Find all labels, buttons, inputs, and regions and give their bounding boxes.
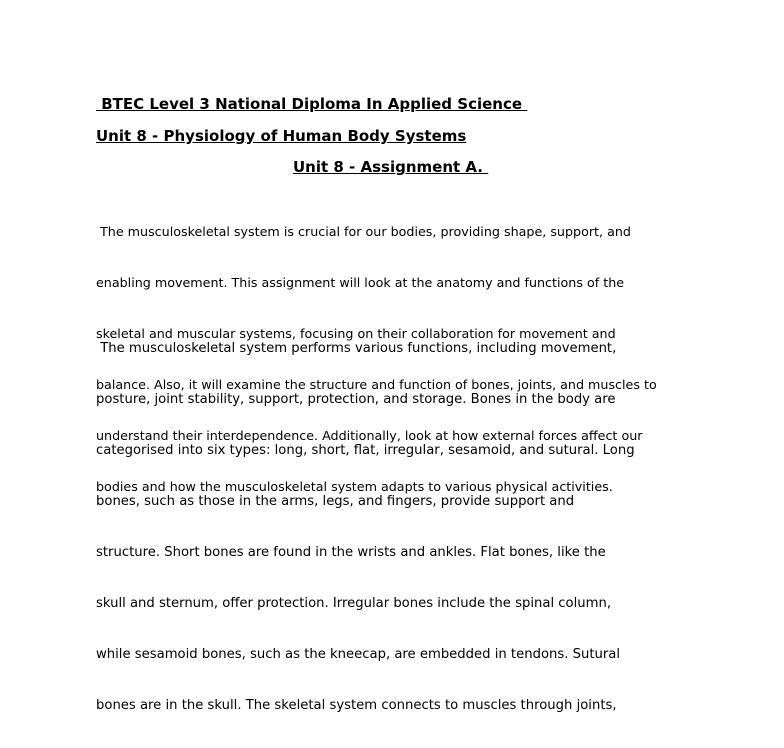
- assignment-title-heading: Unit 8 - Assignment A.: [293, 158, 489, 176]
- paragraph-line: balance. Also, it will examine the structure and function of bones, joints, and muscles to: [96, 377, 657, 392]
- paragraph-line: skeletal and muscular systems, focusing on their collaboration for movement and: [96, 326, 616, 341]
- paragraph-line: understand their interdependence. Additionally, look at how external forces affect our: [96, 428, 643, 443]
- course-title-heading: BTEC Level 3 National Diploma In Applied Science: [96, 95, 528, 113]
- paragraph-line: categorised into six types: long, short, flat, irregular, sesamoid, and sutural. Long: [96, 443, 635, 458]
- paragraph-line: bones, such as those in the arms, legs, and fingers, provide support and: [96, 494, 575, 509]
- paragraph-line: bones are in the skull. The skeletal system connects to muscles through joints,: [96, 698, 617, 713]
- paragraph-line: The musculoskeletal system is crucial for our bodies, providing shape, support, and: [96, 224, 631, 239]
- paragraph-line: posture, joint stability, support, protection, and storage. Bones in the body are: [96, 392, 616, 407]
- paragraph-line: while sesamoid bones, such as the kneecap, are embedded in tendons. Sutural: [96, 647, 621, 662]
- unit-title-heading: Unit 8 - Physiology of Human Body Systems: [96, 127, 467, 145]
- paragraph-line: bodies and how the musculoskeletal system adapts to various physical activities.: [96, 479, 613, 494]
- functions-paragraph: [96, 306, 696, 748]
- paragraph-line: structure. Short bones are found in the wrists and ankles. Flat bones, like the: [96, 545, 606, 560]
- paragraph-line: skull and sternum, offer protection. Irregular bones include the spinal column,: [96, 596, 612, 611]
- paragraph-line: The musculoskeletal system performs various functions, including movement,: [96, 341, 617, 356]
- paragraph-line: enabling movement. This assignment will look at the anatomy and functions of the: [96, 275, 625, 290]
